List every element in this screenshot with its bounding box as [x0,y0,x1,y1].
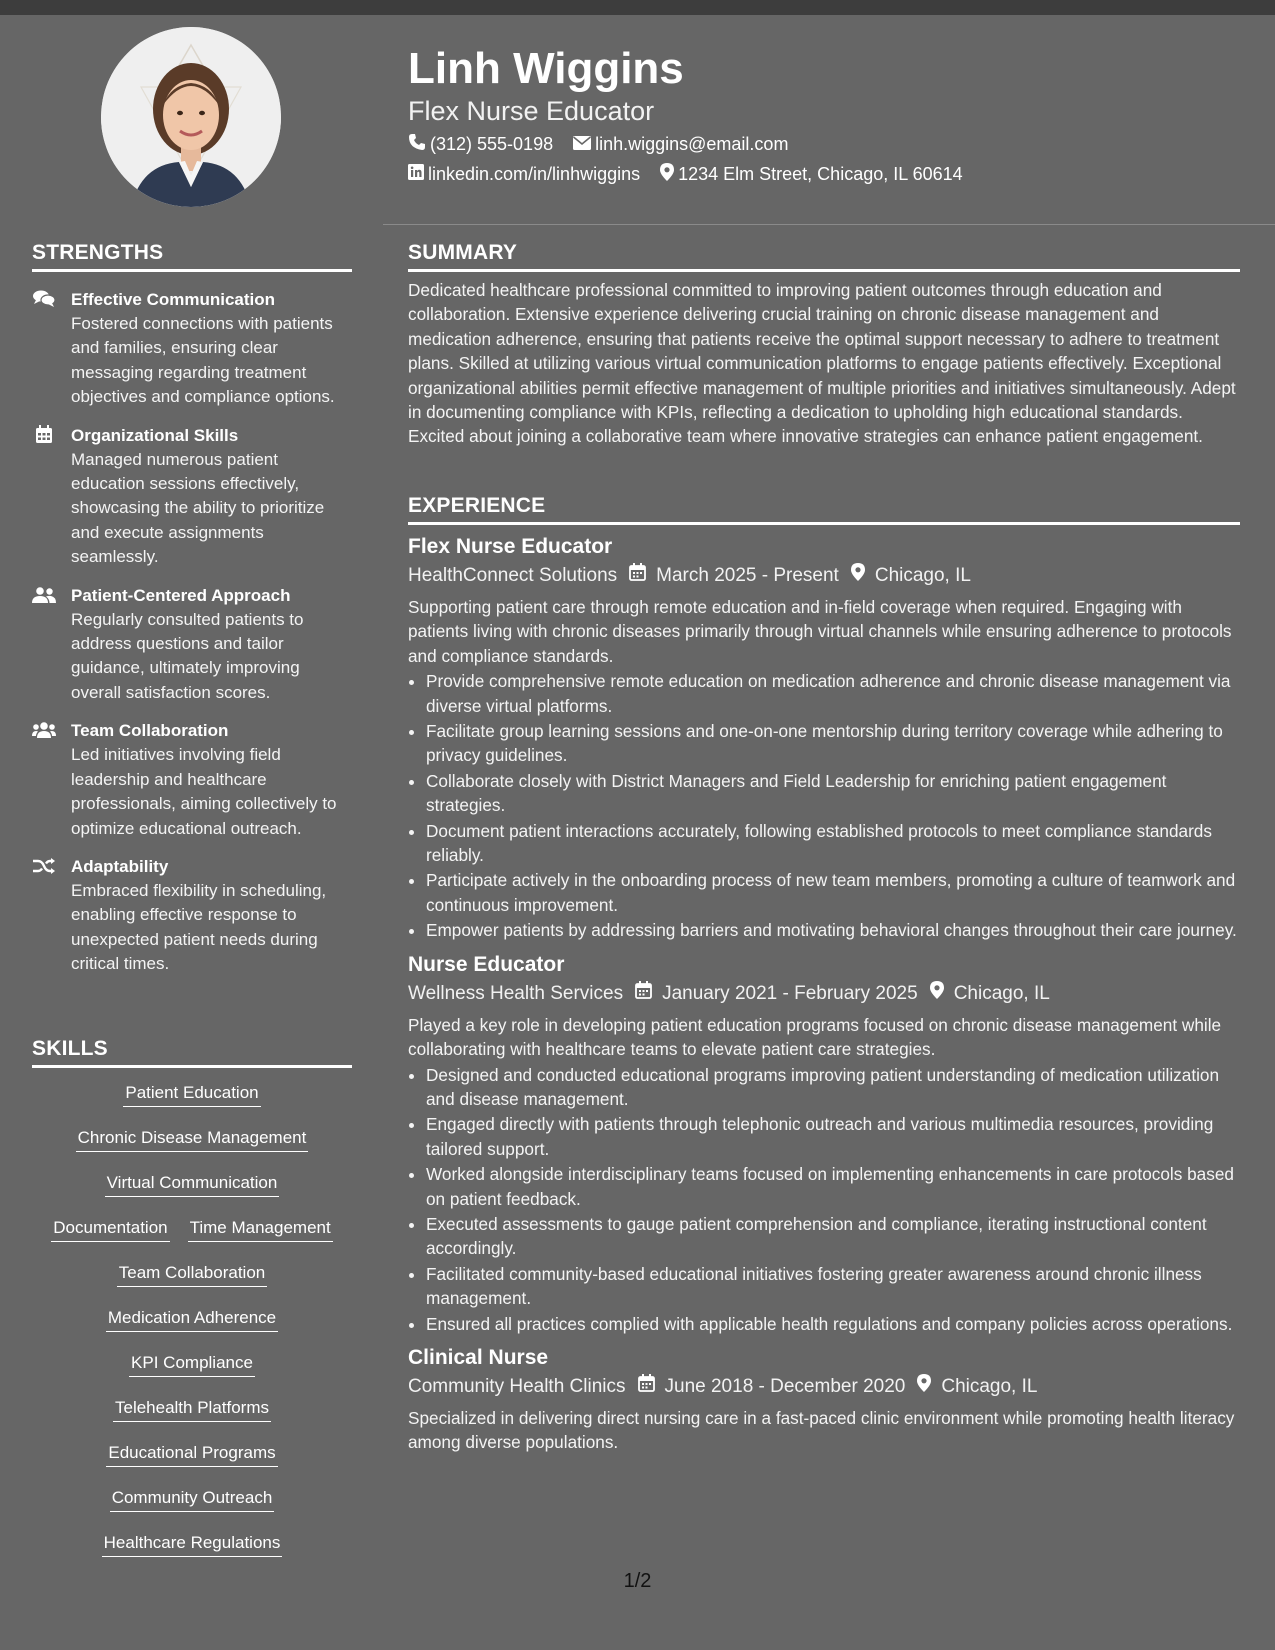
skill-row [32,1072,352,1117]
job-bullet: • Engaged directly with patients through telephonic outreach and various multimedia resources, providing tailored support. [426,1112,1240,1161]
phone-text: (312) 555-0198 [430,134,554,154]
skill-tag: Community Outreach [110,1488,275,1512]
skill-tag: Time Management [188,1218,333,1242]
strengths-heading: STRENGTHS [32,241,352,272]
job-bullet: • Designed and conducted educational programs improving patient understanding of medication utilization and disease management. [426,1063,1240,1112]
job-dates: June 2018 - December 2020 [664,1375,906,1397]
strength-title: Adaptability [71,856,169,876]
job-dates: March 2025 - Present [656,565,839,586]
strength-item [32,855,352,977]
job-location-item [917,1372,1037,1402]
phone-icon [408,133,426,156]
job-bullet: • Facilitate group learning sessions and one-on-one mentorship during territory coverage while adhering to privacy guidelines. [426,719,1240,768]
job-bullet: • Ensured all practices complied with applicable health regulations and company policies across operations. [426,1312,1240,1336]
job-dates-item [629,561,839,591]
skill-tag: Educational Programs [106,1443,277,1467]
strength-description: Fostered connections with patients and families, ensuring clear messaging regarding treatment objectives and compliance options. [71,314,335,407]
job-location: Chicago, IL [874,565,971,586]
job-company: Community Health Clinics [408,1375,626,1397]
job-meta [408,561,1240,591]
strength-item [32,288,352,410]
comments-icon [32,290,56,308]
job-company: Wellness Health Services [408,982,624,1004]
address-item [660,163,963,186]
skill-tag: Virtual Communication [105,1173,280,1197]
job-bullet: • Facilitated community-based educational initiatives fostering greater awareness around chronic illness management. [426,1262,1240,1311]
strength-title: Effective Communication [71,290,276,309]
calendar-icon [629,561,646,591]
job-description: Supporting patient care through remote education and in-field coverage when required. Engaging with patients living with chronic diseases primarily through virtual channels while ensuring adherence to protocols and compliance standards. [408,597,1232,666]
job-dates-item [638,1372,906,1402]
job-bullet: • Document patient interactions accurately, following established protocols to meet compliance standards reliably. [426,819,1240,868]
skill-row [32,1432,352,1477]
job-bullet: • Collaborate closely with District Managers and Field Leadership for enriching patient engagement strategies. [426,769,1240,818]
random-icon [32,857,56,875]
strength-title: Organizational Skills [71,425,239,445]
header-divider [383,224,1275,225]
profile-photo [101,27,281,207]
experience-section [408,494,1240,1455]
linkedin-item [408,164,640,185]
skills-section [32,1037,352,1567]
strength-description: Embraced flexibility in scheduling, enabling effective response to unexpected patient needs during critical times. [71,880,327,974]
strength-title: Patient-Centered Approach [71,585,291,605]
skill-tag: Healthcare Regulations [102,1533,283,1557]
job-bullets [408,669,1240,942]
skill-tag: KPI Compliance [129,1353,255,1377]
job-company: HealthConnect Solutions [408,565,618,586]
strength-item [32,584,352,706]
candidate-title: Flex Nurse Educator [408,96,655,126]
address-text: 1234 Elm Street, Chicago, IL 60614 [678,164,963,184]
job-description: Specialized in delivering direct nursing care in a fast-paced clinic environment while promoting health literacy among diverse populations. [408,1407,1235,1453]
strength-item [32,719,352,841]
summary-heading: SUMMARY [408,241,1240,272]
job-title: Flex Nurse Educator [408,535,613,558]
skill-row [32,1297,352,1342]
candidate-name: Linh Wiggins [408,44,684,93]
skill-row [32,1207,352,1252]
page-number: 1/2 [623,1570,652,1592]
map-marker-icon [660,163,674,186]
strength-description: Managed numerous patient education sessions effectively, showcasing the ability to prioritize and execute assignments seamlessly. [71,449,325,567]
skill-tag: Medication Adherence [106,1308,278,1332]
job-bullet: • Provide comprehensive remote education on medication adherence and chronic disease management via diverse virtual platforms. [426,669,1240,718]
job-bullet: • Empower patients by addressing barriers and motivating behavioral changes throughout their care journey. [426,918,1240,942]
skill-row [32,1162,352,1207]
skill-tag: Patient Education [123,1083,260,1107]
job-meta [408,1372,1240,1402]
skill-tag: Team Collaboration [117,1263,267,1287]
skill-row [32,1477,352,1522]
skill-tag: Telehealth Platforms [113,1398,271,1422]
linkedin-icon [408,164,424,185]
job-entry [408,533,1240,943]
job-description: Played a key role in developing patient education programs focused on chronic disease management while collaborating with healthcare teams to elevate patient care strategies. [408,1014,1222,1060]
job-title: Clinical Nurse [408,1345,549,1369]
strengths-section [32,241,352,977]
job-bullet: • Participate actively in the onboarding process of new team members, promoting a culture of teamwork and continuous improvement. [426,868,1240,917]
calendar-icon [32,426,56,444]
phone-item [408,133,553,156]
summary-text: Dedicated healthcare professional committed to improving patient outcomes through education and collaboration. Extensive experience delivering crucial training on chronic disease management and medication adherence, ensuring that patients receive the optimal support necessary to adhere to treatment plans. Skilled at utilizing various virtual communication platforms to engage patients effectively. Exceptional organizational abilities permit effective management of multiple priorities and initiatives simultaneously. Adept in documenting compliance with KPIs, reflecting a dedication to upholding high educational standards. Excited about joining a collaborative team where innovative strategies can enhance patient engagement. [408,280,1236,447]
summary-section [408,241,1240,449]
skill-row [32,1117,352,1162]
job-bullet: • Worked alongside interdisciplinary teams focused on implementing enhancements in care protocols based on patient feedback. [426,1162,1240,1211]
job-dates: January 2021 - February 2025 [662,982,918,1004]
job-location: Chicago, IL [953,982,1050,1004]
users-icon [32,721,56,739]
email-text: linh.wiggins@email.com [595,134,789,154]
skill-row [32,1387,352,1432]
calendar-icon [635,979,652,1009]
strength-description: Regularly consulted patients to address questions and tailor guidance, ultimately improving overall satisfaction scores. [71,609,304,702]
job-location: Chicago, IL [941,1375,1038,1397]
skill-row [32,1522,352,1567]
envelope-icon [573,134,591,155]
contact-row [408,163,963,186]
job-entry [408,951,1240,1336]
job-location-item [851,561,971,591]
top-bar [0,0,1275,15]
job-location-item [930,979,1050,1009]
strength-title: Team Collaboration [71,721,229,741]
map-marker-icon [917,1372,931,1402]
job-title: Nurse Educator [408,952,565,976]
strength-item [32,424,352,570]
skill-tag: Chronic Disease Management [76,1128,309,1152]
experience-heading: EXPERIENCE [408,494,1240,525]
strength-description: Led initiatives involving field leadership and healthcare professionals, aiming collectively to optimize educational outreach. [71,745,337,838]
calendar-icon [638,1372,655,1402]
map-marker-icon [930,979,944,1009]
user-friends-icon [32,586,56,604]
skills-heading: SKILLS [32,1037,352,1068]
skill-row [32,1252,352,1297]
job-entry [408,1344,1240,1455]
linkedin-text: linkedin.com/in/linhwiggins [428,164,641,184]
job-bullet: • Executed assessments to gauge patient comprehension and compliance, iterating instructional content accordingly. [426,1212,1240,1261]
job-meta [408,979,1240,1009]
email-item [573,134,788,155]
job-dates-item [635,979,918,1009]
contact-row [408,133,788,156]
job-bullets [408,1063,1240,1336]
skill-tag: Documentation [51,1218,169,1242]
map-marker-icon [851,561,865,591]
skill-row [32,1342,352,1387]
